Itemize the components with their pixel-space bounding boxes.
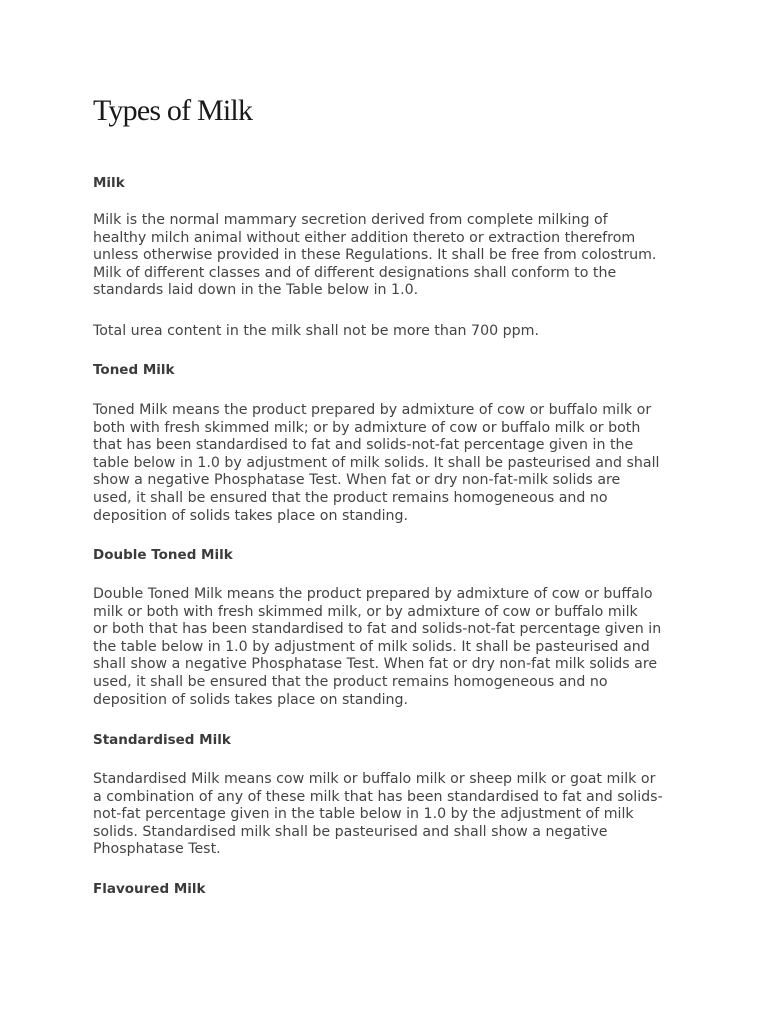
section-heading-milk: Milk (93, 175, 125, 191)
text-line: unless otherwise provided in these Regulations. It shall be free from colostrum. (93, 247, 657, 264)
section-heading-double-toned-milk: Double Toned Milk (93, 547, 233, 563)
section-heading-standardised-milk: Standardised Milk (93, 732, 231, 748)
text-line: that has been standardised to fat and solids-not-fat percentage given in the (93, 437, 634, 454)
text-line: the table below in 1.0 by adjustment of milk solids. It shall be pasteurised and (93, 638, 650, 655)
section-heading-flavoured-milk: Flavoured Milk (93, 881, 206, 897)
text-line: milk or both with fresh skimmed milk, or by admixture of cow or buffalo milk (93, 603, 638, 620)
text-line: Milk of different classes and of different designations shall conform to the (93, 264, 617, 281)
text-line: solids. Standardised milk shall be pasteurised and shall show a negative (93, 823, 608, 840)
text-line: not-fat percentage given in the table below in 1.0 by the adjustment of milk (93, 806, 634, 823)
text-line: Toned Milk means the product prepared by admixture of cow or buffalo milk or (93, 402, 652, 418)
text-line: standards laid down in the Table below in 1.0. (93, 282, 419, 299)
text-line: or both that has been standardised to fat and solids-not-fat percentage given in (93, 621, 662, 638)
text-line: Total urea content in the milk shall not be more than 700 ppm. (93, 323, 539, 339)
paragraph-double-toned-milk (93, 586, 683, 709)
text-line: Standardised Milk means cow milk or buffalo milk or sheep milk or goat milk or (93, 771, 656, 787)
text-line: deposition of solids takes place on standing. (93, 691, 409, 708)
paragraph-milk-definition (93, 212, 683, 300)
paragraph-standardised-milk (93, 771, 683, 859)
text-line: show a negative Phosphatase Test. When fat or dry non-fat-milk solids are (93, 472, 621, 489)
paragraph-milk-urea (93, 323, 683, 341)
text-line: table below in 1.0 by adjustment of milk solids. It shall be pasteurised and shall (93, 454, 660, 471)
text-line: deposition of solids takes place on standing. (93, 507, 409, 524)
text-line: Milk is the normal mammary secretion derived from complete milking of (93, 212, 608, 228)
text-line: used, it shall be ensured that the product remains homogeneous and no (93, 673, 608, 690)
section-heading-toned-milk: Toned Milk (93, 362, 175, 378)
text-line: Double Toned Milk means the product prepared by admixture of cow or buffalo (93, 586, 653, 602)
text-line: a combination of any of these milk that has been standardised to fat and solids- (93, 788, 663, 805)
paragraph-toned-milk (93, 402, 683, 525)
text-line: used, it shall be ensured that the product remains homogeneous and no (93, 489, 608, 506)
text-line: both with fresh skimmed milk; or by admixture of cow or buffalo milk or both (93, 419, 641, 436)
page-title: Types of Milk (93, 94, 253, 127)
text-line: healthy milch animal without either addition thereto or extraction therefrom (93, 229, 636, 246)
text-line: Phosphatase Test. (93, 841, 221, 858)
text-line: shall show a negative Phosphatase Test. When fat or dry non-fat milk solids are (93, 656, 658, 673)
